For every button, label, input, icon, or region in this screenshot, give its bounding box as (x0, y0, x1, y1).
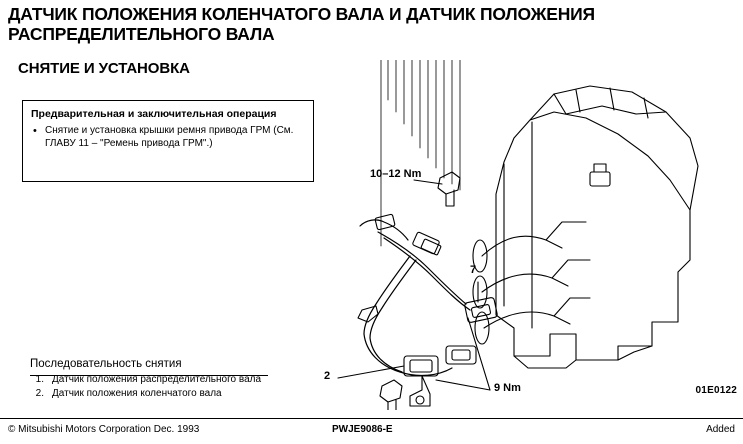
preliminary-operation-box (22, 100, 314, 182)
footer-copyright: © Mitsubishi Motors Corporation Dec. 1993 (8, 424, 200, 435)
engine-illustration (318, 60, 738, 410)
list-item: • Снятие и установка крышки ремня привода ГРМ (См. ГЛАВУ 11 – "Ремень привода ГРМ".) (31, 125, 305, 151)
figure-code: 01E0122 (695, 385, 737, 396)
engine-diagram-svg (318, 60, 738, 410)
callout-torque-top: 10–12 Nm (370, 168, 422, 180)
callout-torque-bottom: 9 Nm (494, 382, 521, 394)
footer-status: Added (706, 424, 735, 435)
removal-sequence (30, 358, 330, 400)
page-title: ДАТЧИК ПОЛОЖЕНИЯ КОЛЕНЧАТОГО ВАЛА И ДАТЧИК ПОЛОЖЕНИЯ РАСПРЕДЕЛИТЕЛЬНОГО ВАЛА (8, 4, 595, 45)
footer-document-number: PWJE9086-E (332, 424, 393, 435)
footer-divider (0, 418, 743, 419)
page-subtitle: СНЯТИЕ И УСТАНОВКА (18, 60, 190, 77)
sequence-number: 2. (35, 387, 44, 399)
removal-sequence-heading: Последовательность снятия (30, 358, 182, 370)
preliminary-operation-heading: Предварительная и заключительная операция (31, 108, 277, 120)
sequence-text: Датчик положения коленчатого вала (52, 387, 222, 399)
sequence-text: Датчик положения распределительного вала (52, 374, 262, 385)
list-item (30, 387, 330, 401)
sequence-heading-underline (30, 375, 268, 376)
preliminary-operation-list (31, 125, 305, 151)
callout-item-2: 2 (324, 370, 331, 382)
sequence-number: 1. (35, 374, 44, 385)
callout-item-7: 7 (470, 264, 477, 276)
